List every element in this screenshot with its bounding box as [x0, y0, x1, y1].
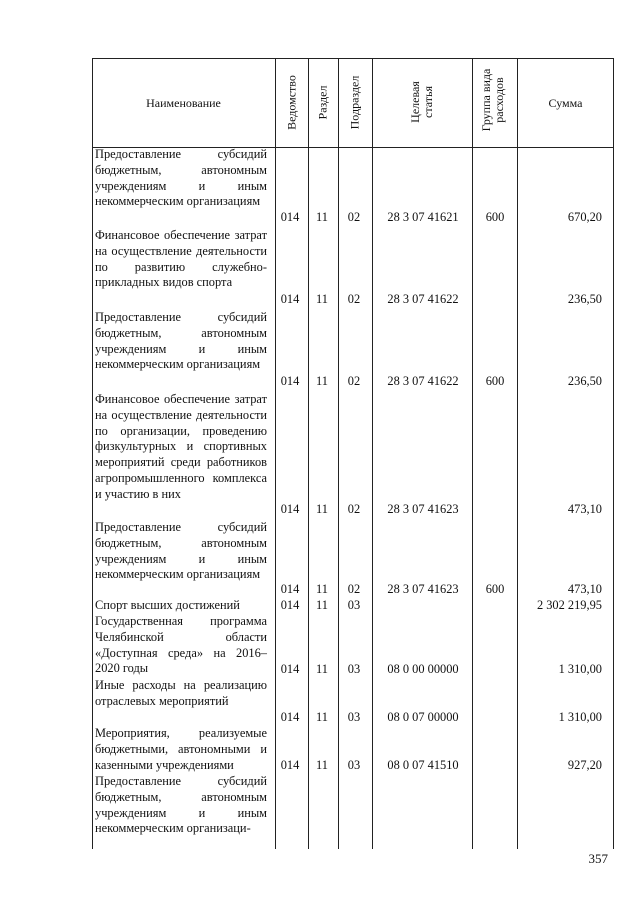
row-celevaya: 28 3 07 41623 [387, 582, 459, 596]
row-razdel: 11 [316, 598, 328, 612]
row-ved: 014 [280, 758, 300, 772]
row-podrazdel: 02 [347, 292, 361, 306]
row-summa: 2 302 219,95 [536, 598, 602, 612]
row-razdel: 11 [316, 710, 328, 724]
row-name: Финансовое обеспечение затрат на осуществление деятельности по развитию служебно-прикладных видов спорта [95, 228, 267, 290]
row-gruppa: 600 [485, 374, 505, 388]
row-summa: 473,10 [567, 582, 602, 596]
row-podrazdel: 02 [347, 502, 361, 516]
row-summa: 236,50 [567, 374, 602, 388]
row-razdel: 11 [316, 662, 328, 676]
row-ved: 014 [280, 502, 300, 516]
row-ved: 014 [280, 582, 300, 596]
row-summa: 927,20 [567, 758, 602, 772]
col-divider-celevaya [472, 58, 473, 849]
table-left-border [92, 58, 93, 849]
row-ved: 014 [280, 710, 300, 724]
row-name: Предоставление субсидий бюджетным, автономным учреждениям и иным некоммерческим организациям [95, 310, 267, 372]
row-name: Финансовое обеспечение затрат на осуществление деятельности по организации, проведению физкультурных и спортивных мероприятий среди работников агропромышленного комплекса и участию в них [95, 392, 267, 501]
row-celevaya: 28 3 07 41622 [387, 374, 459, 388]
row-ved: 014 [280, 598, 300, 612]
page-number: 357 [588, 851, 608, 866]
row-podrazdel: 02 [347, 582, 361, 596]
row-ved: 014 [280, 374, 300, 388]
row-razdel: 11 [316, 758, 328, 772]
row-summa: 1 310,00 [558, 662, 602, 676]
row-razdel: 11 [316, 292, 328, 306]
header-celevaya [409, 62, 437, 142]
row-ved: 014 [280, 292, 300, 306]
row-celevaya: 08 0 00 00000 [387, 662, 459, 676]
row-celevaya: 08 0 07 00000 [387, 710, 459, 724]
row-name: Предоставление субсидий бюджетным, автономным учреждениям и иным некоммерческим организациям [95, 520, 267, 582]
row-ved: 014 [280, 662, 300, 676]
header-gruppa-line2: расходов [492, 77, 506, 123]
col-divider-name [275, 58, 276, 849]
header-summa: Сумма [548, 96, 583, 110]
row-gruppa: 600 [485, 210, 505, 224]
row-podrazdel: 02 [347, 374, 361, 388]
row-name: Иные расходы на реализацию отраслевых мероприятий [95, 678, 267, 708]
header-name: Наименование [146, 96, 221, 110]
row-razdel: 11 [316, 582, 328, 596]
row-summa: 1 310,00 [558, 710, 602, 724]
row-celevaya: 28 3 07 41622 [387, 292, 459, 306]
row-summa: 236,50 [567, 292, 602, 306]
row-celevaya: 28 3 07 41623 [387, 502, 459, 516]
header-podrazdel: Подраздел [347, 75, 362, 130]
header-vedomstvo: Ведомство [284, 75, 299, 130]
row-name: Мероприятия, реализуемые бюджетными, автономными и казенными учреждениями [95, 726, 267, 772]
row-ved: 014 [280, 210, 300, 224]
row-razdel: 11 [316, 502, 328, 516]
row-podrazdel: 03 [347, 598, 361, 612]
row-razdel: 11 [316, 374, 328, 388]
header-celevaya-line1: Целевая [408, 81, 422, 123]
row-podrazdel: 02 [347, 210, 361, 224]
header-gruppa [480, 60, 508, 140]
row-name: Предоставление субсидий бюджетным, автономным учреждениям и иным некоммерческим организаци- [95, 774, 267, 836]
row-podrazdel: 03 [347, 662, 361, 676]
col-divider-podrazdel [372, 58, 373, 849]
row-podrazdel: 03 [347, 758, 361, 772]
col-divider-gruppa [517, 58, 518, 849]
row-gruppa: 600 [485, 582, 505, 596]
header-gruppa-line1: Группа вида [479, 68, 493, 132]
row-name: Спорт высших достижений [95, 598, 240, 612]
header-razdel: Раздел [315, 85, 330, 120]
budget-table [92, 58, 614, 849]
row-summa: 670,20 [567, 210, 602, 224]
row-name: Предоставление субсидий бюджетным, автономным учреждениям и иным некоммерческим организациям [95, 147, 267, 209]
row-celevaya: 08 0 07 41510 [387, 758, 459, 772]
col-divider-ved [308, 58, 309, 849]
row-razdel: 11 [316, 210, 328, 224]
col-divider-razdel [338, 58, 339, 849]
row-celevaya: 28 3 07 41621 [387, 210, 459, 224]
row-summa: 473,10 [567, 502, 602, 516]
row-name: Государственная программа Челябинской области «Доступная среда» на 2016–2020 годы [95, 614, 267, 676]
table-top-border [92, 58, 614, 59]
table-right-border [613, 58, 614, 849]
row-podrazdel: 03 [347, 710, 361, 724]
header-celevaya-line2: статья [421, 86, 435, 118]
